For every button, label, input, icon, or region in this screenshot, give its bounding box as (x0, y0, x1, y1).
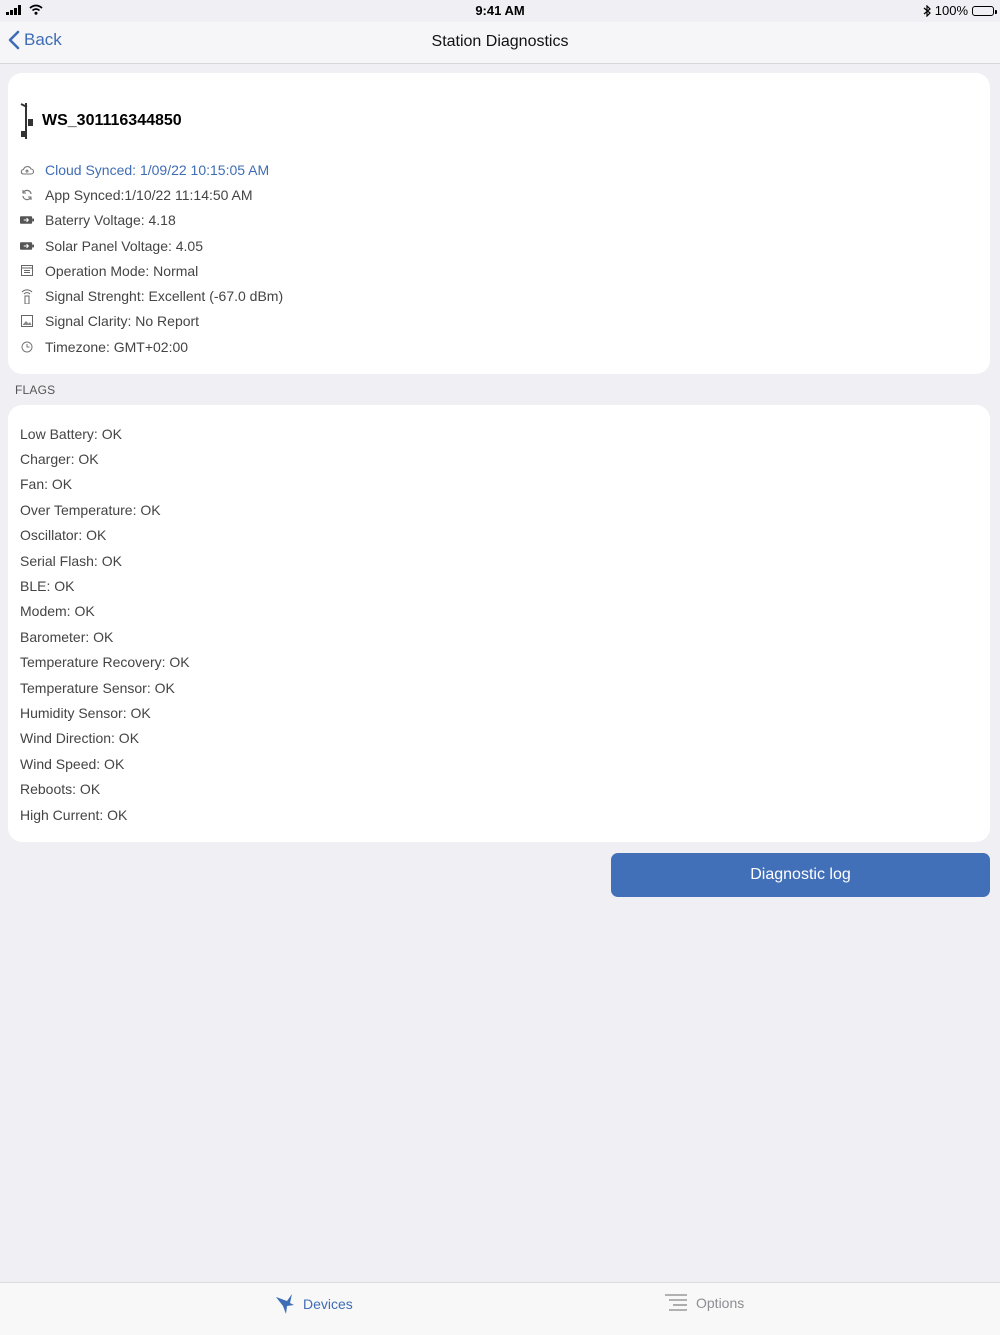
station-info-card (8, 73, 990, 374)
battery-icon (20, 239, 34, 253)
flag-temperature-sensor: Temperature Sensor: OK (20, 679, 175, 696)
menu-icon (664, 1293, 688, 1313)
status-bar (0, 0, 1000, 22)
chevron-left-icon (8, 30, 20, 50)
flag-ble: BLE: OK (20, 578, 75, 595)
status-right (923, 3, 994, 18)
cloud-icon (20, 163, 34, 177)
flag-charger: Charger: OK (20, 451, 99, 468)
battery-status-icon (972, 6, 994, 16)
solar-voltage-row (20, 233, 283, 258)
flag-modem: Modem: OK (20, 603, 95, 620)
sync-icon (20, 188, 34, 202)
timezone-row (20, 334, 283, 359)
station-header (20, 101, 182, 141)
flag-oscillator: Oscillator: OK (20, 527, 107, 544)
flag-reboots: Reboots: OK (20, 781, 101, 798)
battery-voltage-text: Baterry Voltage: 4.18 (45, 212, 176, 229)
tab-options[interactable] (664, 1293, 744, 1313)
flag-low-battery: Low Battery: OK (20, 425, 122, 442)
signal-clarity-row (20, 309, 283, 334)
back-button-label: Back (24, 30, 62, 49)
flag-serial-flash: Serial Flash: OK (20, 552, 122, 569)
tab-options-label: Options (696, 1295, 745, 1311)
battery-voltage-row (20, 208, 283, 233)
signal-clarity-text: Signal Clarity: No Report (45, 313, 200, 330)
clock-icon (20, 340, 34, 354)
flags-list (20, 421, 190, 827)
timezone-text: Timezone: GMT+02:00 (45, 338, 189, 355)
signal-strength-row (20, 283, 283, 308)
diagnostic-log-button[interactable]: Diagnostic log (611, 853, 990, 897)
flag-wind-direction: Wind Direction: OK (20, 730, 140, 747)
weather-station-icon (20, 101, 36, 141)
station-id: WS_301116344850 (42, 112, 182, 129)
solar-voltage-text: Solar Panel Voltage: 4.05 (45, 237, 204, 254)
flag-wind-speed: Wind Speed: OK (20, 755, 125, 772)
flag-humidity-sensor: Humidity Sensor: OK (20, 704, 151, 721)
battery-percent: 100% (934, 3, 968, 18)
image-icon (20, 314, 34, 328)
signal-tower-icon (20, 289, 34, 303)
page-title: Station Diagnostics (431, 33, 569, 50)
app-synced-text: App Synced:1/10/22 11:14:50 AM (45, 186, 253, 203)
flag-fan: Fan: OK (20, 476, 73, 493)
signal-strength-text: Signal Strenght: Excellent (-67.0 dBm) (45, 288, 284, 305)
flag-high-current: High Current: OK (20, 806, 128, 823)
flags-card (8, 405, 990, 842)
flag-over-temperature: Over Temperature: OK (20, 501, 161, 518)
tab-devices-label: Devices (303, 1296, 353, 1312)
app-synced-row (20, 182, 283, 207)
navigation-bar (0, 22, 1000, 64)
back-button[interactable] (8, 30, 62, 50)
operation-mode-text: Operation Mode: Normal (45, 262, 199, 279)
tab-devices[interactable] (275, 1293, 353, 1315)
tab-bar (0, 1282, 1000, 1335)
flags-section-label: FLAGS (15, 383, 56, 397)
cloud-synced-row (20, 157, 283, 182)
bird-icon (275, 1293, 295, 1315)
flag-barometer: Barometer: OK (20, 628, 114, 645)
flag-temperature-recovery: Temperature Recovery: OK (20, 654, 190, 671)
status-time: 9:41 AM (475, 3, 525, 18)
operation-mode-row (20, 258, 283, 283)
battery-icon (20, 213, 34, 227)
mode-icon (20, 264, 34, 278)
station-info-list (20, 157, 283, 359)
cloud-synced-text: Cloud Synced: 1/09/22 10:15:05 AM (45, 161, 270, 178)
bluetooth-icon (923, 5, 931, 17)
